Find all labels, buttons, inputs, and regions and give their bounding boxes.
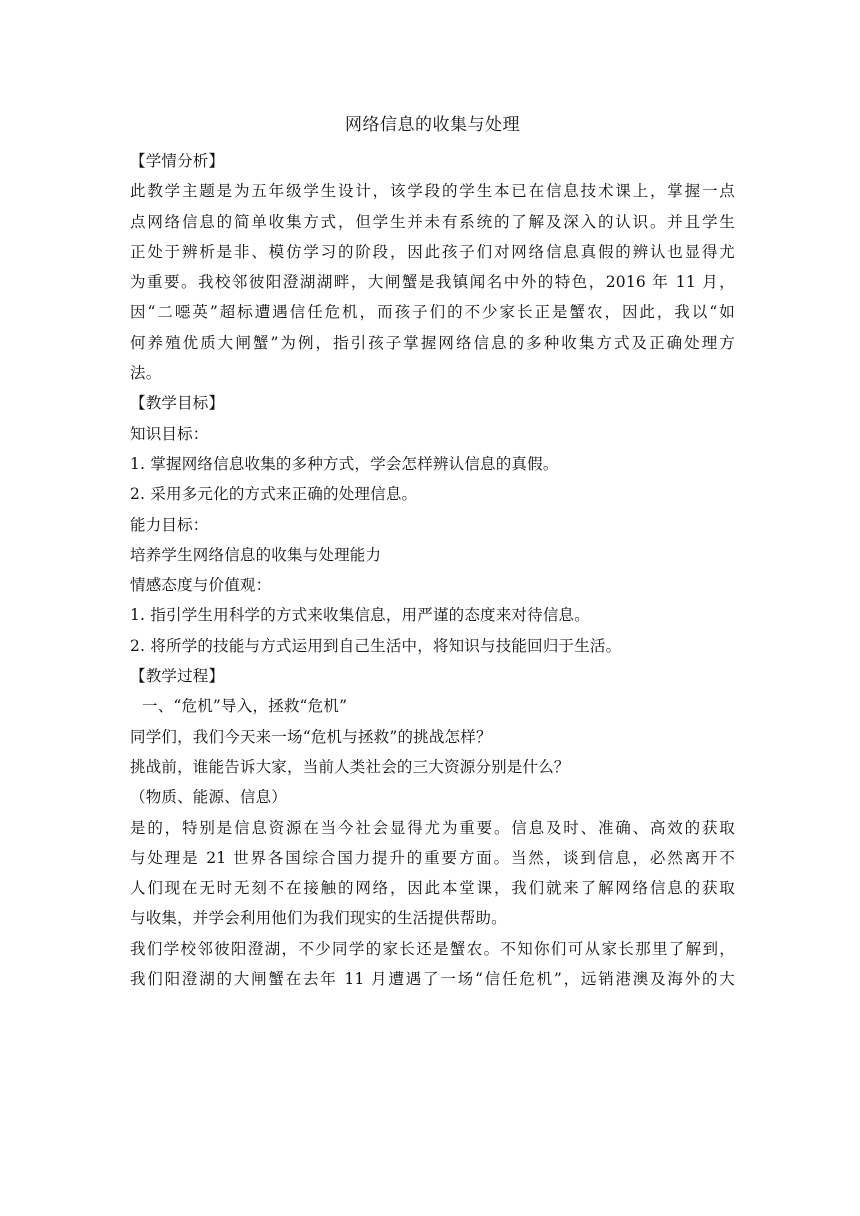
- list-item: 2. 将所学的技能与方式运用到自己生活中，将知识与技能回归于生活。: [130, 636, 622, 655]
- paragraph-line: 为重要。我校邻彼阳澄湖湖畔，大闸蟹是我镇闻名中外的特色，2016 年 11 月，: [130, 273, 735, 292]
- paragraph-line: 挑战前，谁能告诉大家，当前人类社会的三大资源分别是什么？: [130, 757, 570, 776]
- paragraph-line: 我们学校邻彼阳澄湖，不少同学的家长还是蟹农。不知你们可从家长那里了解到，: [130, 939, 735, 958]
- subheading-ability: 能力目标：: [130, 515, 209, 534]
- paragraph-line: 培养学生网络信息的收集与处理能力: [130, 545, 382, 564]
- paragraph-line: 是的，特别是信息资源在当今社会显得尤为重要。信息及时、准确、高效的获取: [130, 818, 735, 837]
- paragraph-line: 我们阳澄湖的大闸蟹在去年 11 月遭遇了一场“信任危机”，远销港澳及海外的大: [130, 970, 735, 989]
- section-heading-objectives: 【教学目标】: [130, 394, 225, 413]
- subheading-attitude: 情感态度与价值观：: [130, 576, 272, 595]
- list-item: 2. 采用多元化的方式来正确的处理信息。: [130, 485, 418, 504]
- paragraph-line: 正处于辨析是非、模仿学习的阶段，因此孩子们对网络信息真假的辨认也显得尤: [130, 242, 735, 261]
- paragraph-line: 同学们，我们今天来一场“危机与拯救”的挑战怎样？: [130, 727, 492, 746]
- subheading-step-one: 一、“危机”导入，拯救“危机”: [142, 697, 348, 716]
- section-heading-analysis: 【学情分析】: [130, 152, 225, 170]
- document-title: 网络信息的收集与处理: [345, 115, 520, 135]
- paragraph-line: 法。: [130, 364, 162, 383]
- paragraph-line: 此教学主题是为五年级学生设计，该学段的学生本已在信息技术课上，掌握一点: [130, 182, 735, 201]
- list-item: 1. 掌握网络信息收集的多种方式，学会怎样辨认信息的真假。: [130, 454, 559, 473]
- document-page: [130, 110, 735, 994]
- paragraph-line: 点网络信息的简单收集方式，但学生并未有系统的了解及深入的认识。并且学生: [130, 212, 735, 231]
- subheading-knowledge: 知识目标：: [130, 424, 209, 443]
- paragraph-line: 因“二噁英”超标遭遇信任危机，而孩子们的不少家长正是蟹农，因此，我以“如: [130, 303, 735, 322]
- paragraph-line: 何养殖优质大闸蟹”为例，指引孩子掌握网络信息的多种收集方式及正确处理方: [130, 333, 735, 352]
- list-item: 1. 指引学生用科学的方式来收集信息，用严谨的态度来对待信息。: [130, 606, 590, 625]
- paragraph-line: 与收集，并学会利用他们为我们现实的生活提供帮助。: [130, 909, 507, 928]
- section-heading-process: 【教学过程】: [130, 667, 225, 686]
- paragraph-line: 与处理是 21 世界各国综合国力提升的重要方面。当然，谈到信息，必然离开不: [130, 848, 735, 867]
- paragraph-line: （物质、能源、信息）: [130, 788, 288, 807]
- paragraph-line: 人们现在无时无刻不在接触的网络，因此本堂课，我们就来了解网络信息的获取: [130, 879, 735, 898]
